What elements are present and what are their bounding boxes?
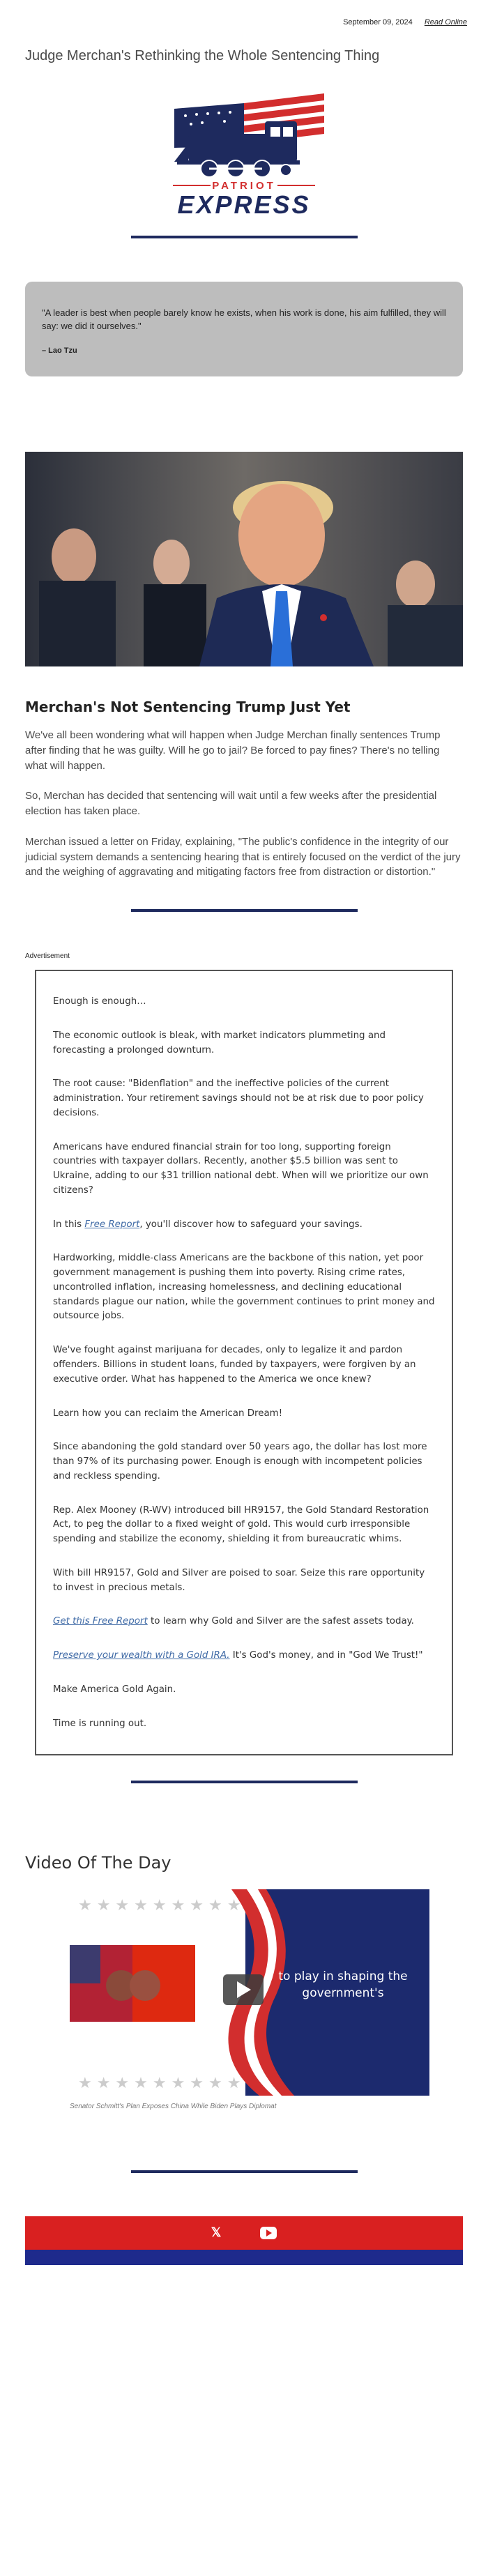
ad-paragraph bbox=[53, 1218, 435, 1233]
ad-paragraph: Rep. Alex Mooney (R-WV) introduced bill HR9157, the Gold Standard Restoration Act, to peg the dollar to a fixed weight of gold. This would curb irresponsible spending and stabilize the economy, shielding it from bureaucratic whims. bbox=[53, 1504, 429, 1545]
section-divider bbox=[131, 909, 358, 912]
video-thumbnail-graphic bbox=[64, 1889, 429, 2096]
article-title: Merchan's Not Sentencing Trump Just Yet bbox=[25, 699, 351, 715]
ad-paragraph: The economic outlook is bleak, with market indicators plummeting and forecasting a prolonged downturn. bbox=[53, 1030, 386, 1055]
article-paragraph: Merchan issued a letter on Friday, explaining, "The public's confidence in the integrity of our judicial system demands a sentencing hearing that is entirely focused on the verdict of the jury and the weighing of aggravating and mitigating factors free from distraction or distortion." bbox=[25, 835, 461, 878]
video-section-title: Video Of The Day bbox=[25, 1852, 171, 1873]
quote-text: "A leader is best when people barely know he exists, when his work is done, his aim fulfilled, they will say: we did it ourselves." bbox=[42, 307, 446, 331]
logo-graphic bbox=[160, 88, 328, 220]
section-divider bbox=[131, 2170, 358, 2173]
patriot-express-logo bbox=[160, 88, 328, 220]
social-bar bbox=[25, 2216, 463, 2250]
top-bar bbox=[0, 0, 488, 40]
logo-top-text: PATRIOT bbox=[212, 180, 276, 192]
ad-paragraph: We've fought against marijuana for decades, only to legalize it and pardon offenders. Billions in student loans, funded by taxpayers, were forgiven by an executive order. What has happened to the America we once knew? bbox=[53, 1345, 416, 1385]
ad-paragraph bbox=[53, 1649, 435, 1663]
video-caption: Senator Schmitt's Plan Exposes China While Biden Plays Diplomat bbox=[70, 2102, 277, 2110]
ad-paragraph: Learn how you can reclaim the American Dream! bbox=[53, 1408, 283, 1419]
quote-block bbox=[25, 282, 463, 376]
hero-image bbox=[25, 452, 463, 666]
ad-paragraph bbox=[53, 1615, 435, 1629]
hero-photo-illustration bbox=[25, 452, 463, 666]
ad-paragraph: Since abandoning the gold standard over 50 years ago, the dollar has lost more than 97% of its purchasing power. Enough is enough with incompetent policies and reckless spending. bbox=[53, 1442, 427, 1481]
section-divider bbox=[131, 236, 358, 238]
ad-label: Advertisement bbox=[25, 952, 70, 960]
footer bbox=[0, 2216, 488, 2265]
logo-main-text: EXPRESS bbox=[177, 190, 311, 219]
section-divider bbox=[131, 1781, 358, 1783]
x-social-icon[interactable]: 𝕏 bbox=[211, 2225, 222, 2239]
ad-paragraph: Hardworking, middle-class Americans are the backbone of this nation, yet poor government management is pushing them into poverty. Rising crime rates, uncontrolled inflation, increasing homelessness, and declining educational standards plague our nation, while the government continues to print money and outsource jobs. bbox=[53, 1253, 435, 1322]
video-overlay-line1: to play in shaping the bbox=[278, 1969, 408, 1983]
ad-paragraph: Time is running out. bbox=[53, 1718, 147, 1729]
youtube-icon[interactable] bbox=[260, 2227, 277, 2239]
ad-paragraph: Enough is enough… bbox=[53, 996, 146, 1007]
advertisement-box bbox=[35, 970, 453, 1755]
page-title: Judge Merchan's Rethinking the Whole Sentencing Thing bbox=[25, 48, 380, 63]
ad-paragraph: The root cause: "Bidenflation" and the ineffective policies of the current administration. Your retirement savings should not be at risk due to poor policy decisions. bbox=[53, 1079, 424, 1118]
ad-text: In this bbox=[53, 1219, 85, 1230]
ad-text: It's God's money, and in "God We Trust!" bbox=[229, 1650, 423, 1661]
issue-date: September 09, 2024 bbox=[343, 18, 413, 26]
ad-paragraph: With bill HR9157, Gold and Silver are poised to soar. Seize this rare opportunity to invest in precious metals. bbox=[53, 1567, 425, 1593]
video-thumbnail[interactable] bbox=[64, 1889, 429, 2096]
get-free-report-link[interactable]: Get this Free Report bbox=[53, 1616, 148, 1627]
footer-blue-band bbox=[25, 2250, 463, 2265]
ad-paragraph: Americans have endured financial strain for too long, supporting foreign countries with taxpayer dollars. Recently, another $5.5 billion was sent to Ukraine, adding to our $31 trillion national debt. When will we prioritize our own citizens? bbox=[53, 1141, 429, 1196]
svg-text:★ ★ ★ ★ ★ ★ ★ ★ ★: ★ ★ ★ ★ ★ ★ ★ ★ ★ bbox=[78, 2074, 241, 2092]
article-paragraph: We've all been wondering what will happen when Judge Merchan finally sentences Trump after finding that he was guilty. Will he go to jail? Be forced to pay fines? There's no telling what will happen. bbox=[25, 729, 441, 772]
ad-text: , you'll discover how to safeguard your savings. bbox=[139, 1219, 363, 1230]
article-paragraph: So, Merchan has decided that sentencing will wait until a few weeks after the presidential election has taken place. bbox=[25, 790, 437, 817]
video-overlay-line2: government's bbox=[302, 1986, 384, 2000]
free-report-link[interactable]: Free Report bbox=[84, 1219, 140, 1230]
read-online-link[interactable]: Read Online bbox=[424, 18, 467, 26]
svg-text:★ ★ ★ ★ ★ ★ ★ ★ ★: ★ ★ ★ ★ ★ ★ ★ ★ ★ bbox=[78, 1896, 241, 1914]
gold-ira-link[interactable]: Preserve your wealth with a Gold IRA. bbox=[53, 1650, 230, 1661]
ad-paragraph: Make America Gold Again. bbox=[53, 1684, 176, 1695]
quote-author: – Lao Tzu bbox=[42, 346, 77, 355]
article bbox=[0, 699, 488, 880]
ad-text: to learn why Gold and Silver are the safest assets today. bbox=[147, 1616, 414, 1627]
